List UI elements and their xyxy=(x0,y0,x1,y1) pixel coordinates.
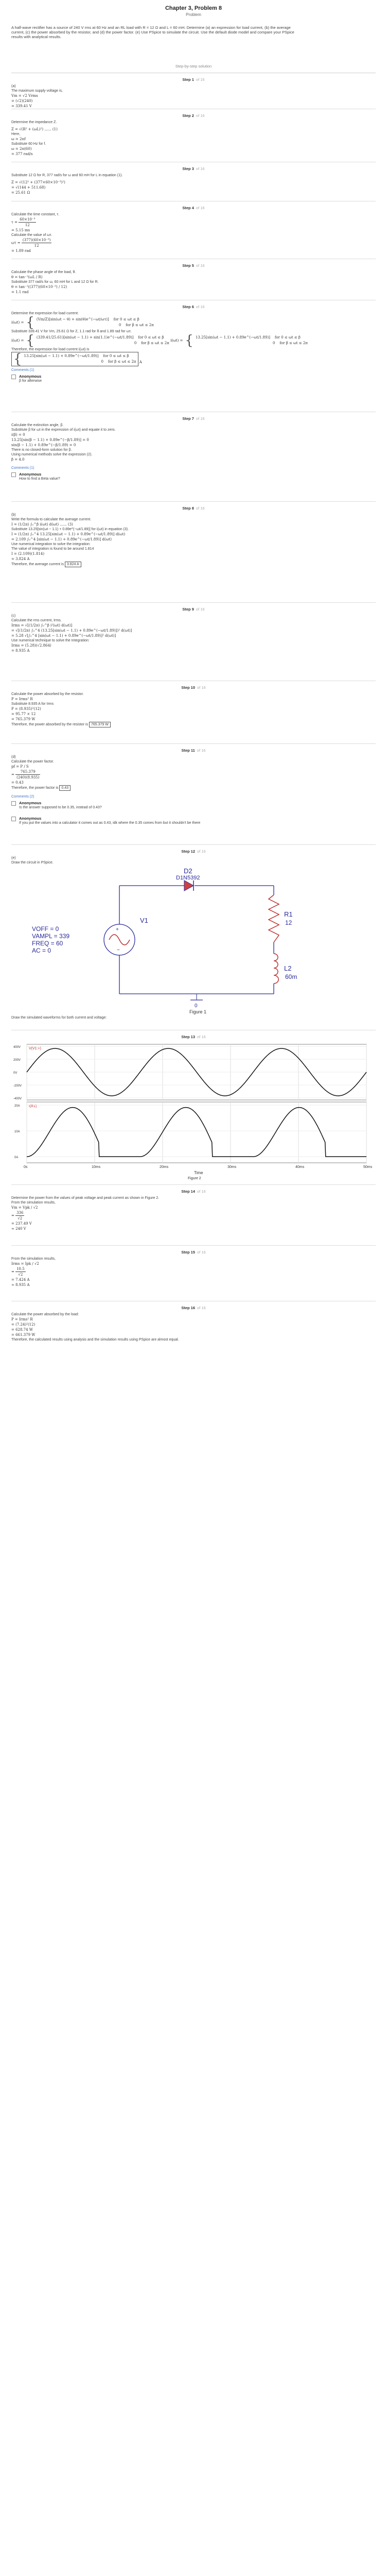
step-13 xyxy=(11,1030,376,1185)
ac-source-symbol xyxy=(104,924,135,955)
comment-checkbox[interactable] xyxy=(11,472,16,477)
waveform-plot xyxy=(11,1041,376,1180)
equation: P = Irms² R xyxy=(11,1317,33,1321)
step-text: Calculate the extinction angle, β. xyxy=(11,423,64,427)
svg-text:−: − xyxy=(117,947,120,953)
step-text: Use numerical technique to solve the Integration: xyxy=(11,639,90,642)
step-text: Substitute 339.41 V for Vm, 25.61 Ω for Z, 1.1 rad for θ and 1.89 rad for ωτ. xyxy=(11,330,132,333)
comment-text: How to find a Beta value? xyxy=(19,477,60,481)
step-text: Therefore, the expression for load current i(ωt) is xyxy=(11,348,90,351)
boxed-answer: 765.379 W xyxy=(89,722,111,727)
step-text: Therefore, the calculated results using analysis and the simulation results using PSpice are almost equal. xyxy=(11,1338,179,1342)
equation: ω = 2π(60) xyxy=(11,147,32,151)
equation: β = 4.0 xyxy=(11,457,25,462)
equation: I = (1/2π) ∫₀^β i(ωt) d(ωt) ...... (3) xyxy=(11,522,73,527)
equation: P = (8.935)²(12) xyxy=(11,707,41,711)
diode-label: D2 xyxy=(184,867,192,875)
step-11 xyxy=(11,744,376,845)
x-tick-label: 40ms xyxy=(295,1165,305,1169)
step-heading: Step 12 of 16 xyxy=(181,849,206,854)
step-text: Therefore, the power factor is 0.43 xyxy=(11,785,376,791)
equation: = 3.824 A xyxy=(11,557,30,561)
step-heading: Step 9 of 16 xyxy=(182,607,205,612)
equation: I = (2.109)(1.814) xyxy=(11,552,45,556)
step-text: Determine the power from the values of peak voltage and peak current as shown in Figure 2. xyxy=(11,1196,160,1200)
equation: Vm = Vpk / √2 xyxy=(11,1206,38,1210)
inductor-symbol xyxy=(274,954,278,984)
equation: = 628.74 W xyxy=(11,1328,33,1332)
y-tick-label: 200V xyxy=(13,1059,21,1062)
ac-label: AC = 0 xyxy=(32,947,51,954)
diode-symbol xyxy=(184,880,194,891)
equation: ≈ 240 V xyxy=(11,1227,26,1231)
step-text: Calculate the power factor. xyxy=(11,760,54,764)
equation: = 95.77 × 12 xyxy=(11,712,36,716)
equation: = 2.109 ∫₀^4 [sin(ωt − 1.1) + 0.89e^(−ωt/1.89)] d(ωt) xyxy=(11,537,112,541)
y-tick-label: -400V xyxy=(13,1097,22,1100)
equation: θ = tan⁻¹(ωL / R) xyxy=(11,275,43,279)
comment-text: Is the answer supposed to be 0.35, instead of 0.43? xyxy=(19,806,102,809)
comment xyxy=(11,374,376,383)
step-heading: Step 5 of 16 xyxy=(182,263,205,268)
equation: = √(144 + 511.68) xyxy=(11,185,46,190)
trace-legend-voltage: V(V1:+) xyxy=(29,1047,41,1050)
comment-text: If you put the values into a calculator it comes out as 0.43, idk where the 0.35 comes from but it shouldn't be there xyxy=(19,821,201,825)
part-label: (e) xyxy=(11,856,16,860)
step-text: Substitute 377 rad/s for ω, 60 mH for L and 12 Ω for R. xyxy=(11,280,99,284)
boxed-answer: 0.43 xyxy=(59,785,71,791)
equation: = 7.424 A xyxy=(11,1278,30,1282)
equation: i(ωt) = { 13.25[sin(ωt − 1.1) + 0.89e^(−ωt/1.89)] for 0 ≤ ωt ≤ β 0 for β ≤ ωt ≤ 2π xyxy=(170,333,308,348)
step-text: Therefore, the power absorbed by the resistor is 765.379 W xyxy=(11,722,376,727)
step-4 xyxy=(11,201,376,259)
step-text: Substitute β for ωt in the expression of i(ωt) and equate it to zero. xyxy=(11,428,116,432)
step-heading: Step 4 of 16 xyxy=(182,206,205,210)
equation: sin(β − 1.1) + 0.89e^(−β/1.89) = 0 xyxy=(11,443,76,447)
equation: i(β) = 0 xyxy=(11,433,25,437)
x-tick-label: 50ms xyxy=(363,1165,373,1169)
step-16 xyxy=(11,1301,376,1359)
step-heading: Step 6 of 16 xyxy=(182,304,205,309)
step-text: Determine the expression for load current: xyxy=(11,312,79,315)
step-by-step-heading: Step-by-step solution xyxy=(175,64,212,69)
comment xyxy=(11,801,376,810)
step-9 xyxy=(11,603,376,681)
x-axis-label: Time xyxy=(194,1171,203,1175)
equation: Z = √(12² + (377×60×10⁻³)²) xyxy=(11,180,65,184)
equation: = 661.379 W xyxy=(11,1333,36,1337)
step-text: Calculate the value of ωτ. xyxy=(11,233,52,237)
comment-author: Anonymous xyxy=(19,801,42,805)
equation: = (√2)(240) xyxy=(11,99,33,103)
comments-link[interactable]: Comments (2) xyxy=(11,795,34,799)
x-tick-label: 30ms xyxy=(227,1165,237,1169)
step-6 xyxy=(11,300,376,412)
step-text: Substitute 8.935 A for Irms xyxy=(11,702,54,706)
step-text: Therefore, the average current is 3.824 A xyxy=(11,562,376,567)
equation: Z = √(R² + (ωL)²) ...... (1) xyxy=(11,127,58,131)
boxed-answer: 3.824 A xyxy=(65,562,81,567)
header xyxy=(11,5,376,17)
equation: = 0.43 xyxy=(11,781,24,785)
step-12 xyxy=(11,845,376,1030)
y-tick-label: 0V xyxy=(13,1072,17,1075)
step-heading: Step 13 of 16 xyxy=(181,1035,206,1039)
step-text: The value of integration is found to be around 1.814 xyxy=(11,547,94,551)
y-tick-label: 20A xyxy=(14,1105,20,1108)
current-plot-frame xyxy=(27,1102,366,1163)
equation: = $\frac{10.5}{√2}$ xyxy=(11,1267,25,1277)
equation: = 237.49 V xyxy=(11,1222,32,1226)
equation: i(ωt) = { (Vm/Z)[sin(ωt − θ) + sin(θ)e^(−ωt/ωτ)] for 0 ≤ ωt ≤ β 0 for β ≤ ωt ≤ 2π xyxy=(11,315,154,330)
equation: Irms = Ipk / √2 xyxy=(11,1262,39,1266)
step-heading: Step 11 of 16 xyxy=(181,748,206,753)
chapter-title: Chapter 3, Problem 8 xyxy=(165,5,222,11)
equation: = 377 rad/s xyxy=(11,152,33,156)
vampl-label: VAMPL = 339 xyxy=(32,933,70,940)
step-14 xyxy=(11,1185,376,1246)
step-3 xyxy=(11,162,376,201)
step-text: Draw the simulated waveforms for both current and voltage: xyxy=(11,1016,107,1020)
step-text: Determine the impedance Z. xyxy=(11,121,57,124)
step-heading: Step 14 of 16 xyxy=(181,1189,206,1194)
step-text: Using numerical methods solve the expression (2). xyxy=(11,453,93,456)
resistor-symbol xyxy=(269,895,279,942)
equation: ≈ 8.935 A xyxy=(11,1283,30,1287)
equation: = 25.61 Ω xyxy=(11,191,30,195)
step-text: From the simulation results, xyxy=(11,1257,56,1261)
equation: ω = 2πf xyxy=(11,137,26,141)
step-heading: Step 15 of 16 xyxy=(181,1250,206,1255)
comment-author: Anonymous xyxy=(19,816,42,821)
step-text: From the simulation results, xyxy=(11,1201,56,1205)
equation: = 8.935 A xyxy=(11,649,30,653)
comments-link[interactable]: Comments (1) xyxy=(11,466,34,470)
step-text: Calculate the power absorbed by the load: xyxy=(11,1313,79,1316)
equation: Vm = √2 Vrms xyxy=(11,94,38,98)
trace-legend-current: I(R1) xyxy=(29,1105,37,1108)
step-text: Calculate the power absorbed by the resistor. xyxy=(11,692,84,696)
equation: P = Irms² R xyxy=(11,697,33,701)
resistor-label: R1 xyxy=(284,910,293,918)
comment-checkbox[interactable] xyxy=(11,375,16,379)
equation: = 1.1 rad xyxy=(11,290,29,294)
step-15 xyxy=(11,1246,376,1301)
equation: 13.25[sin(β − 1.1) + 0.89e^(−β/1.89)] = 0 xyxy=(11,438,89,442)
comment-author: Anonymous xyxy=(19,374,42,379)
equation: i(ωt) = { (339.41/25.61)[sin(ωt − 1.1) + sin(1.1)e^(−ωt/1.89)] for 0 ≤ ωt ≤ β 0 for β ≤ ωt ≤ 2π xyxy=(11,333,169,348)
step-heading: Step 8 of 16 xyxy=(182,506,205,511)
step-10 xyxy=(11,681,376,744)
step-text: Substitute 12 Ω for R, 377 rad/s for ω and 60 mH for L in equation (1). xyxy=(11,174,123,177)
inductor-value: 60m xyxy=(285,973,297,980)
equation: = 339.41 V xyxy=(11,104,32,108)
comment-checkbox[interactable] xyxy=(11,817,16,821)
freq-label: FREQ = 60 xyxy=(32,940,63,947)
step-heading: Step 16 of 16 xyxy=(181,1306,206,1310)
equation: ωτ = $\frac{\text{(377)(60×10⁻³)}}{12}$ xyxy=(11,238,51,248)
svg-text:+: + xyxy=(116,927,119,933)
equation: = 1.89 rad xyxy=(11,249,31,253)
step-heading: Step 10 of 16 xyxy=(181,685,206,690)
step-text: The maximum supply voltage is, xyxy=(11,89,63,93)
ground-label: 0 xyxy=(195,1003,198,1009)
step-heading: Step 1 of 16 xyxy=(182,77,205,82)
comment-text: β for afterwise xyxy=(19,379,42,383)
ground-symbol xyxy=(190,994,203,1000)
x-tick-label: 10ms xyxy=(92,1165,101,1169)
step-heading: Step 2 of 16 xyxy=(182,113,205,118)
equation: Irms = (5.28)(√2.864) xyxy=(11,643,51,648)
step-text: Here, xyxy=(11,132,21,136)
y-tick-label: 400V xyxy=(13,1046,21,1049)
part-label: (d) xyxy=(11,755,16,759)
equation: = 5.28 √[∫₀^4 [sin(ωt − 1.1) + 0.89e^(−ωt/1.89)]² d(ωt)] xyxy=(11,634,116,638)
comments-link[interactable]: Comments (1) xyxy=(11,368,34,372)
step-text: Substitute 60 Hz for f. xyxy=(11,142,46,146)
equation: θ = tan⁻¹((377)(60×10⁻³) / 12) xyxy=(11,285,67,289)
equation: = (7.24)²(12) xyxy=(11,1323,36,1327)
resistor-value: 12 xyxy=(285,919,292,926)
step-heading: Step 3 of 16 xyxy=(182,166,205,171)
equation: = $\frac{336}{√2}$ xyxy=(11,1211,24,1221)
figure-caption: Figure 1 xyxy=(189,1009,207,1014)
comment xyxy=(11,472,376,481)
equation: pf = P / S xyxy=(11,765,29,769)
inductor-label: L2 xyxy=(284,964,292,972)
step-7 xyxy=(11,412,376,502)
equation: Irms = √[(1/2π) ∫₀^β i²(ωt) d(ωt)] xyxy=(11,623,73,628)
step-text: Calculate the phase angle of the load, θ. xyxy=(11,270,76,274)
step-text: There is no closed-form solution for β. xyxy=(11,448,72,452)
part-label: (b) xyxy=(11,513,16,517)
step-text: Write the formula to calculate the average current. xyxy=(11,518,92,521)
equation: = 5.15 ms xyxy=(11,228,30,232)
pspice-circuit xyxy=(11,865,376,1014)
source-label: V1 xyxy=(140,917,148,924)
equation: = 765.379 W xyxy=(11,717,36,721)
comment-author: Anonymous xyxy=(19,472,42,477)
problem-label: Problem xyxy=(186,12,201,17)
y-tick-label: 10A xyxy=(14,1130,20,1133)
step-text: Substitute 13.25[sin(ωt − 1.1) + 0.89e^(−ωt/1.89)] for i(ωt) in equation (3). xyxy=(11,528,129,531)
step-text: Calculate the rms current, Irms. xyxy=(11,619,62,622)
step-heading: Step 7 of 16 xyxy=(182,416,205,421)
step-text: Calculate the time constant, τ. xyxy=(11,213,60,216)
equation: I = (1/2π) ∫₀^4 13.25[sin(ωt − 1.1) + 0.89e^(−ωt/1.89)] d(ωt) xyxy=(11,532,126,536)
voff-label: VOFF = 0 xyxy=(32,925,59,933)
step-2 xyxy=(11,109,376,162)
step-text: Draw the circuit in PSpice. xyxy=(11,861,54,865)
diode-model-label: D1N5392 xyxy=(176,875,200,881)
equation: = $\frac{765.379}{(240)(8.935)}$ xyxy=(11,770,40,779)
x-tick-label: 0s xyxy=(24,1165,28,1169)
step-5 xyxy=(11,259,376,300)
x-tick-label: 20ms xyxy=(160,1165,169,1169)
equation: = √[(1/2π) ∫₀^4 (13.25[sin(ωt − 1.1) + 0.89e^(−ωt/1.89)])² d(ωt)] xyxy=(11,629,132,633)
y-tick-label: -200V xyxy=(13,1084,22,1088)
boxed-answer: { 13.25[sin(ωt − 1.1) + 0.89e^(−ωt/1.89)] for 0 ≤ ωt ≤ β 0 for β ≤ ωt ≤ 2π A xyxy=(11,352,376,366)
y-tick-label: 0A xyxy=(14,1156,19,1159)
problem-statement: A half-wave rectifier has a source of 240 V rms at 60 Hz and an RL load with R = 12 Ω and L = 60 mH. Determine (a) an expression for load current, (b) the average current, (c) the power absorbed by the resistor, and (d) the power factor. (e) Use PSpice to simulate the circuit. Use the default diode model and compare your PSpice results with analytical results. xyxy=(11,25,294,39)
part-label: (a) xyxy=(11,84,16,88)
comment xyxy=(11,816,376,825)
step-text: Use numerical integration to solve the integration: xyxy=(11,543,91,546)
comment-checkbox[interactable] xyxy=(11,801,16,806)
equation: τ = $\frac{\text{60×10⁻³}}{12}$ xyxy=(11,217,36,227)
figure-caption: Figure 2 xyxy=(188,1177,201,1180)
part-label: (c) xyxy=(11,614,16,618)
step-8 xyxy=(11,502,376,603)
step-1 xyxy=(11,73,376,109)
